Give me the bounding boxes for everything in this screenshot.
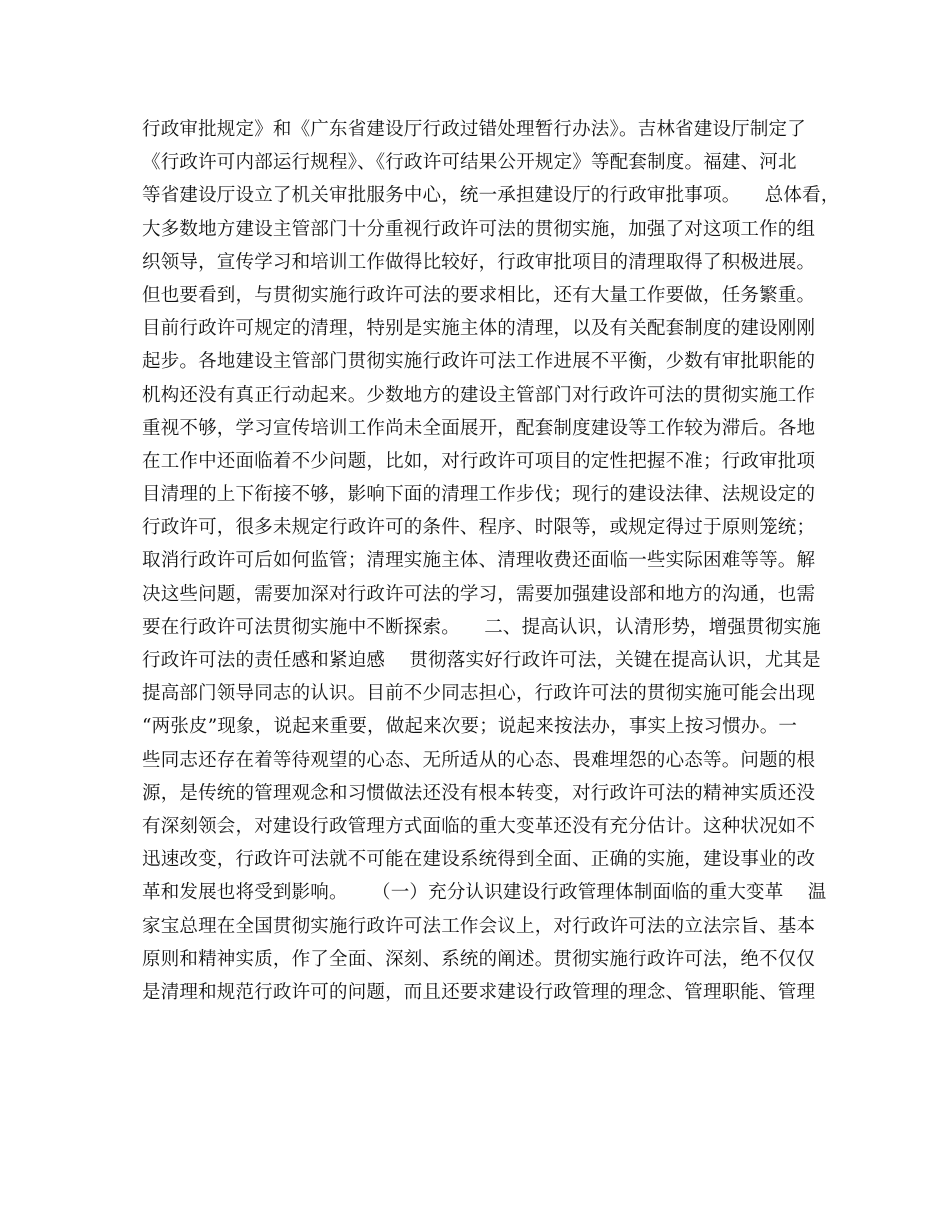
text-line: 机构还没有真正行动起来。少数地方的建设主管部门对行政许可法的贯彻实施工作 (142, 384, 816, 406)
text-line: 取消行政许可后如何监管；清理实施主体、清理收费还面临一些实际困难等等。解 (142, 550, 816, 572)
text-line: 目清理的上下衔接不够，影响下面的清理工作步伐；现行的建设法律、法规设定的 (142, 484, 816, 506)
text-line: 是清理和规范行政许可的问题，而且还要求建设行政管理的理念、管理职能、管理 (142, 981, 816, 1003)
text-line: 目前行政许可规定的清理，特别是实施主体的清理，以及有关配套制度的建设刚刚 (142, 318, 816, 340)
text-line: 起步。各地建设主管部门贯彻实施行政许可法工作进展不平衡，少数有审批职能的 (142, 351, 816, 373)
text-line: 要在行政许可法贯彻实施中不断探索。 二、提高认识，认清形势，增强贯彻实施 (142, 616, 821, 638)
text-line: 有深刻领会，对建设行政管理方式面临的重大变革还没有充分估计。这种状况如不 (142, 815, 816, 837)
text-line: 在工作中还面临着不少问题，比如，对行政许可项目的定性把握不准；行政审批项 (142, 450, 816, 472)
text-line: 重视不够，学习宣传培训工作尚未全面展开，配套制度建设等工作较为滞后。各地 (142, 417, 816, 439)
text-line: 行政许可，很多未规定行政许可的条件、程序、时限等，或规定得过于原则笼统； (142, 517, 816, 539)
text-line: 源，是传统的管理观念和习惯做法还没有根本转变，对行政许可法的精神实质还没 (142, 782, 816, 804)
text-line: 但也要看到，与贯彻实施行政许可法的要求相比，还有大量工作要做，任务繁重。 (142, 284, 816, 306)
text-line: 迅速改变，行政许可法就不可能在建设系统得到全面、正确的实施，建设事业的改 (142, 849, 816, 871)
text-line: 革和发展也将受到影响。 （一）充分认识建设行政管理体制面临的重大变革 温 (142, 882, 827, 904)
text-line: 决这些问题，需要加深对行政许可法的学习，需要加强建设部和地方的沟通，也需 (142, 583, 816, 605)
text-line: 大多数地方建设主管部门十分重视行政许可法的贯彻实施，加强了对这项工作的组 (142, 218, 816, 240)
text-line: “两张皮”现象，说起来重要，做起来次要；说起来按法办，事实上按习惯办。一 (142, 716, 798, 738)
text-line: 织领导，宣传学习和培训工作做得比较好，行政审批项目的清理取得了积极进展。 (142, 251, 816, 273)
text-line: 提高部门领导同志的认识。目前不少同志担心，行政许可法的贯彻实施可能会出现 (142, 683, 816, 705)
document-body-text (142, 113, 840, 1009)
text-line: 行政许可法的责任感和紧迫感 贯彻落实好行政许可法，关键在提高认识，尤其是 (142, 650, 821, 671)
text-line: 等省建设厅设立了机关审批服务中心，统一承担建设厅的行政审批事项。 总体看， (142, 185, 840, 207)
text-line: 家宝总理在全国贯彻实施行政许可法工作会议上，对行政许可法的立法宗旨、基本 (142, 915, 816, 937)
text-line: 些同志还存在着等待观望的心态、无所适从的心态、畏难埋怨的心态等。问题的根 (142, 749, 816, 771)
text-line: 行政审批规定》和《广东省建设厅行政过错处理暂行办法》。吉林省建设厅制定了 (142, 119, 806, 140)
text-line: 原则和精神实质，作了全面、深刻、系统的阐述。贯彻实施行政许可法，绝不仅仅 (142, 948, 816, 970)
text-line: 《行政许可内部运行规程》、《行政许可结果公开规定》等配套制度。福建、河北 (142, 152, 797, 174)
